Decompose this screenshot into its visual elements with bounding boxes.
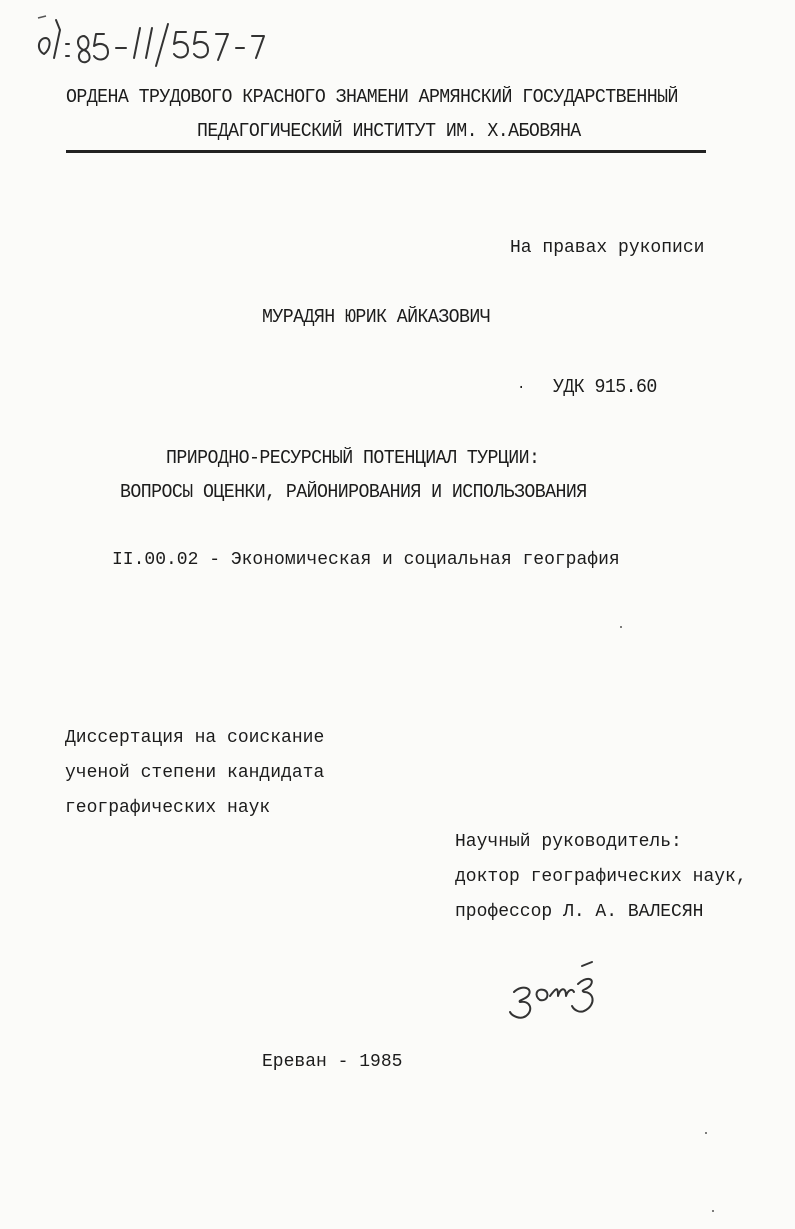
- dot-mark: ·: [517, 380, 526, 396]
- scan-speck: [705, 1132, 707, 1134]
- author-name: МУРАДЯН ЮРИК АЙКАЗОВИЧ: [262, 306, 491, 328]
- header-divider: [66, 150, 706, 153]
- dissertation-line-2: ученой степени кандидата: [65, 763, 325, 783]
- manuscript-rights-note: На правах рукописи: [510, 238, 705, 258]
- scan-speck: [620, 626, 622, 628]
- scan-speck: [712, 1210, 714, 1212]
- udc-code: УДК 915.60: [553, 376, 657, 398]
- institution-line-1: ОРДЕНА ТРУДОВОГО КРАСНОГО ЗНАМЕНИ АРМЯНСКИЙ ГОСУДАРСТВЕННЫЙ: [66, 86, 678, 108]
- title-line-1: ПРИРОДНО-РЕСУРСНЫЙ ПОТЕНЦИАЛ ТУРЦИИ:: [166, 447, 540, 469]
- institution-line-2: ПЕДАГОГИЧЕСКИЙ ИНСТИТУТ ИМ. Х.АБОВЯНА: [197, 120, 581, 142]
- supervisor-line-1: Научный руководитель:: [455, 832, 682, 852]
- supervisor-line-2: доктор географических наук,: [455, 867, 747, 887]
- supervisor-line-3: профессор Л. А. ВАЛЕСЯН: [455, 902, 704, 922]
- specialty-code: II.00.02 - Экономическая и социальная география: [112, 550, 620, 570]
- dissertation-line-1: Диссертация на соискание: [65, 728, 325, 748]
- supervisor-signature: [500, 952, 620, 1032]
- city-year: Ереван - 1985: [262, 1052, 403, 1072]
- dissertation-line-3: географических наук: [65, 798, 271, 818]
- handwritten-archive-number: [30, 14, 290, 74]
- title-line-2: ВОПРОСЫ ОЦЕНКИ, РАЙОНИРОВАНИЯ И ИСПОЛЬЗОВАНИЯ: [120, 481, 587, 503]
